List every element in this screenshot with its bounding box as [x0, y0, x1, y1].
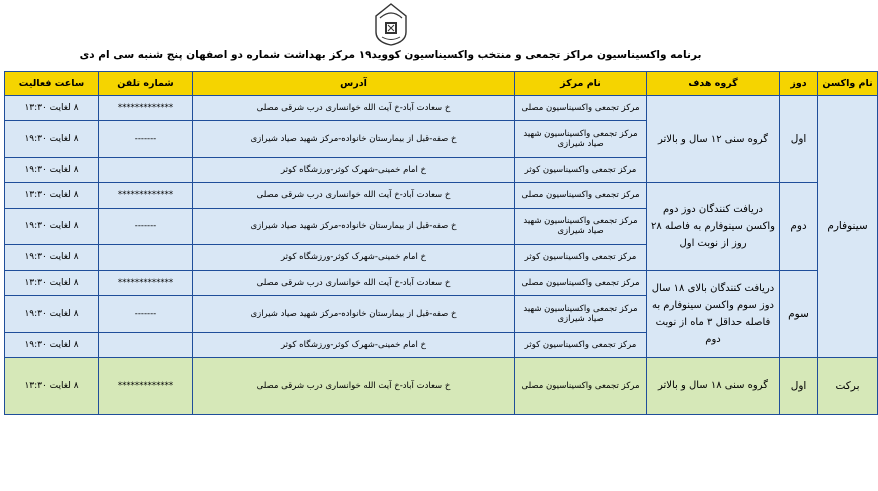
- target-group-cell: گروه سنی ۱۲ سال و بالاتر: [647, 96, 780, 183]
- address-cell: خ امام خمینی-شهرک کوثر-ورزشگاه کوثر: [193, 245, 515, 270]
- table-row: [5, 96, 878, 121]
- dose-cell: اول: [780, 96, 818, 183]
- hours-cell: ۸ لغایت ۱۳:۳۰: [5, 270, 99, 295]
- center-cell: مرکز تجمعی واکسیناسیون شهید صیاد شیرازی: [515, 208, 647, 245]
- hours-cell: ۸ لغایت ۱۹:۳۰: [5, 208, 99, 245]
- table-row: [5, 270, 878, 295]
- center-cell: مرکز تجمعی واکسیناسیون کوثر: [515, 332, 647, 357]
- phone-cell: -------: [99, 295, 193, 332]
- address-cell: خ سعادت آباد-خ آیت الله خوانساری درب شرقی مصلی: [193, 183, 515, 208]
- header-address: آدرس: [193, 72, 515, 96]
- hours-cell: ۸ لغایت ۱۹:۳۰: [5, 157, 99, 182]
- dose-cell: دوم: [780, 183, 818, 270]
- phone-cell: *************: [99, 270, 193, 295]
- phone-cell: -------: [99, 121, 193, 158]
- address-cell: خ امام خمینی-شهرک کوثر-ورزشگاه کوثر: [193, 332, 515, 357]
- table-row: [5, 183, 878, 208]
- phone-cell: [99, 332, 193, 357]
- header-dose: دوز: [780, 72, 818, 96]
- hours-cell: ۸ لغایت ۱۹:۳۰: [5, 121, 99, 158]
- vaccine-name-cell: برکت: [818, 357, 878, 414]
- center-cell: مرکز تجمعی واکسیناسیون مصلی: [515, 357, 647, 414]
- phone-cell: *************: [99, 183, 193, 208]
- address-cell: خ صفه-قبل از بیمارستان خانواده-مرکز شهید صیاد شیرازی: [193, 121, 515, 158]
- hours-cell: ۸ لغایت ۱۳:۳۰: [5, 183, 99, 208]
- vaccination-schedule-table: [4, 71, 878, 415]
- header-row: [5, 72, 878, 96]
- hours-cell: ۸ لغایت ۱۹:۳۰: [5, 245, 99, 270]
- target-group-cell: گروه سنی ۱۸ سال و بالاتر: [647, 357, 780, 414]
- center-cell: مرکز تجمعی واکسیناسیون شهید صیاد شیرازی: [515, 295, 647, 332]
- table-row: [5, 357, 878, 414]
- target-group-cell: دریافت کنندگان بالای ۱۸ سال دوز سوم واکسن سینوفارم به فاصله حداقل ۳ ماه از نوبت دوم: [647, 270, 780, 357]
- center-cell: مرکز تجمعی واکسیناسیون کوثر: [515, 245, 647, 270]
- center-cell: مرکز تجمعی واکسیناسیون مصلی: [515, 96, 647, 121]
- address-cell: خ سعادت آباد-خ آیت الله خوانساری درب شرقی مصلی: [193, 357, 515, 414]
- health-ministry-logo: [372, 2, 410, 46]
- header-phone: شماره تلفن: [99, 72, 193, 96]
- address-cell: خ صفه-قبل از بیمارستان خانواده-مرکز شهید صیاد شیرازی: [193, 295, 515, 332]
- dose-cell: سوم: [780, 270, 818, 357]
- header-center: نام مرکز: [515, 72, 647, 96]
- phone-cell: *************: [99, 96, 193, 121]
- center-cell: مرکز تجمعی واکسیناسیون شهید صیاد شیرازی: [515, 121, 647, 158]
- address-cell: خ سعادت آباد-خ آیت الله خوانساری درب شرقی مصلی: [193, 270, 515, 295]
- center-cell: مرکز تجمعی واکسیناسیون مصلی: [515, 270, 647, 295]
- center-cell: مرکز تجمعی واکسیناسیون کوثر: [515, 157, 647, 182]
- header-hours: ساعت فعالیت: [5, 72, 99, 96]
- phone-cell: [99, 245, 193, 270]
- address-cell: خ صفه-قبل از بیمارستان خانواده-مرکز شهید صیاد شیرازی: [193, 208, 515, 245]
- hours-cell: ۸ لغایت ۱۳:۳۰: [5, 96, 99, 121]
- hours-cell: ۸ لغایت ۱۹:۳۰: [5, 295, 99, 332]
- dose-cell: اول: [780, 357, 818, 414]
- phone-cell: *************: [99, 357, 193, 414]
- center-cell: مرکز تجمعی واکسیناسیون مصلی: [515, 183, 647, 208]
- vaccine-name-cell: سینوفارم: [818, 96, 878, 358]
- header-vaccine: نام واکسن: [818, 72, 878, 96]
- address-cell: خ امام خمینی-شهرک کوثر-ورزشگاه کوثر: [193, 157, 515, 182]
- target-group-cell: دریافت کنندگان دوز دوم واکسن سینوفارم به فاصله ۲۸ روز از نوبت اول: [647, 183, 780, 270]
- hours-cell: ۸ لغایت ۱۹:۳۰: [5, 332, 99, 357]
- phone-cell: -------: [99, 208, 193, 245]
- page-title: برنامه واکسیناسیون مراکز تجمعی و منتخب واکسیناسیون کووید۱۹ مرکز بهداشت شماره دو اصفهان پنج شنبه سی ام دی: [79, 49, 702, 61]
- address-cell: خ سعادت آباد-خ آیت الله خوانساری درب شرقی مصلی: [193, 96, 515, 121]
- header-target-group: گروه هدف: [647, 72, 780, 96]
- hours-cell: ۸ لغایت ۱۳:۳۰: [5, 357, 99, 414]
- phone-cell: [99, 157, 193, 182]
